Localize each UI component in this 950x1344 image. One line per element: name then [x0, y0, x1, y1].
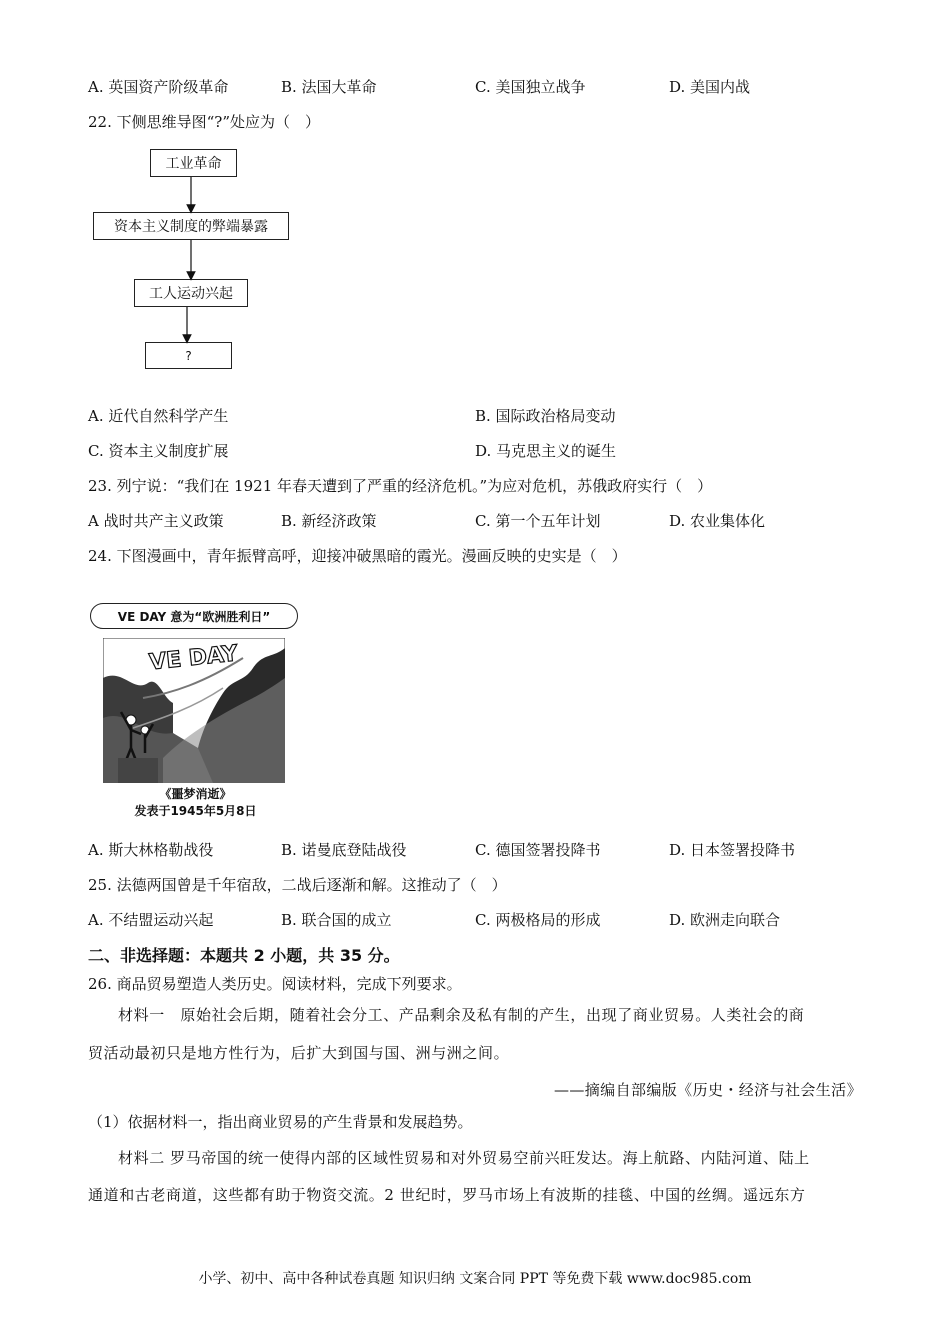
material1-line1: 材料一 原始社会后期，随着社会分工、产品剩余及私有制的产生，出现了商业贸易。人类社会的商 [118, 1006, 805, 1024]
q25-option-c: C. 两极格局的形成 [475, 911, 601, 929]
q24-option-c: C. 德国签署投降书 [475, 841, 601, 859]
q24-option-a: A. 斯大林格勒战役 [88, 841, 214, 859]
q22-option-b: B. 国际政治格局变动 [475, 407, 616, 425]
q23-option-c: C. 第一个五年计划 [475, 512, 601, 530]
flow-label: 工人运动兴起 [149, 286, 233, 302]
q23-option-d: D. 农业集体化 [669, 512, 766, 530]
q21-option-d: D. 美国内战 [669, 78, 751, 96]
cartoon-title-text: VE DAY [148, 641, 239, 676]
flow-label: 工业革命 [165, 156, 222, 172]
q21-option-b: B. 法国大革命 [281, 78, 377, 96]
cartoon-banner [90, 603, 298, 629]
q25-option-d: D. 欧洲走向联合 [669, 911, 781, 929]
cartoon-caption-date: 发表于1945年5月8日 [134, 804, 257, 818]
q23-option-b: B. 新经济政策 [281, 512, 377, 530]
flow-arrows [0, 0, 400, 400]
q25-option-b: B. 联合国的成立 [281, 911, 392, 929]
flow-label: 资本主义制度的弊端暴露 [114, 219, 268, 235]
q24-option-d: D. 日本签署投降书 [669, 841, 796, 859]
q23-option-a: A 战时共产主义政策 [88, 512, 224, 530]
q22-option-d: D. 马克思主义的诞生 [475, 442, 617, 460]
cartoon-caption-title: 《噩梦消逝》 [159, 787, 232, 801]
page-footer: 小学、初中、高中各种试卷真题 知识归纳 文案合同 PPT 等免费下载 www.doc985.com [198, 1271, 752, 1287]
q24-option-b: B. 诺曼底登陆战役 [281, 841, 407, 859]
q25-option-a: A. 不结盟运动兴起 [88, 911, 214, 929]
q25-stem: 25. 法德两国曾是千年宿敌，二战后逐渐和解。这推动了（ ） [88, 876, 507, 894]
material1-line2: 贸活动最初只是地方性行为，后扩大到国与国、洲与洲之间。 [88, 1044, 510, 1062]
flow-label: ? [185, 348, 192, 363]
q26-stem: 26. 商品贸易塑造人类历史。阅读材料，完成下列要求。 [88, 975, 462, 993]
q21-option-a: A. 英国资产阶级革命 [88, 78, 229, 96]
section-heading: 二、非选择题：本题共 2 小题，共 35 分。 [88, 946, 400, 965]
q22-stem: 22. 下侧思维导图“?”处应为（ ） [88, 113, 321, 131]
q24-stem: 24. 下图漫画中，青年振臂高呼，迎接冲破黑暗的霞光。漫画反映的史实是（ ） [88, 547, 627, 565]
q26-subquestion-1: （1）依据材料一，指出商业贸易的产生背景和发展趋势。 [88, 1113, 473, 1131]
q21-option-c: C. 美国独立战争 [475, 78, 586, 96]
material2-line2: 通道和古老商道，这些都有助于物资交流。2 世纪时，罗马市场上有波斯的挂毯、中国的丝绸。遥远东方 [88, 1186, 806, 1204]
cartoon-figure [88, 600, 303, 822]
material1-source: ——摘编自部编版《历史・经济与社会生活》 [553, 1081, 862, 1099]
q22-option-c: C. 资本主义制度扩展 [88, 442, 229, 460]
material2-line1: 材料二 罗马帝国的统一使得内部的区域性贸易和对外贸易空前兴旺发达。海上航路、内陆河道、陆上 [118, 1149, 810, 1167]
q22-option-a: A. 近代自然科学产生 [88, 407, 229, 425]
cartoon-image [103, 638, 285, 783]
banner-text: VE DAY 意为“欧洲胜利日” [117, 609, 271, 624]
q23-stem: 23. 列宁说：“我们在 1921 年春天遭到了严重的经济危机。”为应对危机，苏俄政府实行（ ） [88, 477, 713, 495]
